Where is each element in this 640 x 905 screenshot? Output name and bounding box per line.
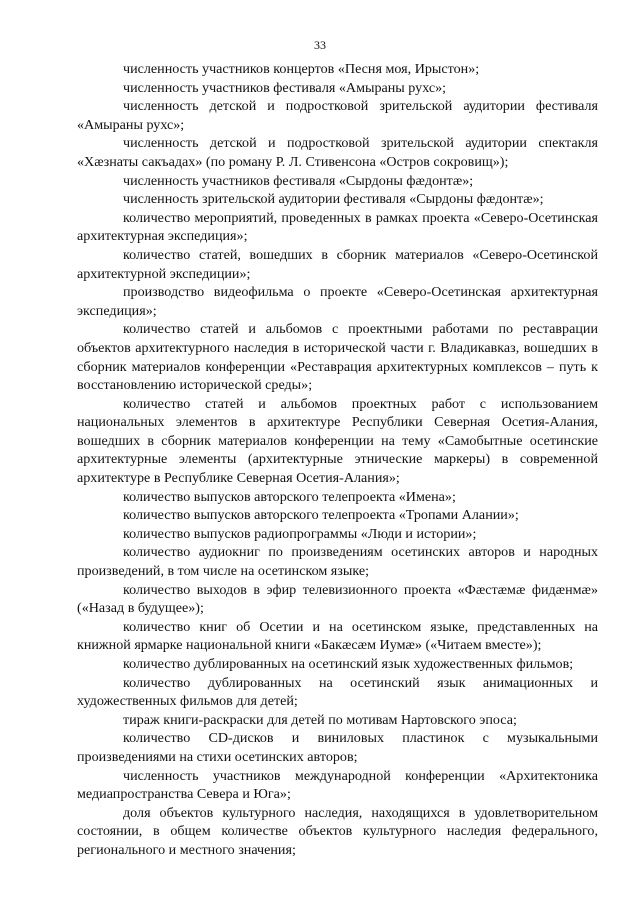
paragraph: количество аудиокниг по произведениям осетинских авторов и народных произведений, в том числе на осетинском языке;: [77, 544, 598, 580]
paragraph: численность детской и подростковой зрительской аудитории фестиваля «Амыраны рухс»;: [77, 98, 598, 133]
paragraph: численность зрительской аудитории фестиваля «Сырдоны фæдонтæ»;: [123, 191, 544, 208]
paragraph: численность участников фестиваля «Амыраны рухс»;: [123, 79, 447, 96]
paragraph: численность участников фестиваля «Сырдоны фæдонтæ»;: [123, 172, 474, 189]
page-number: 33: [314, 38, 326, 52]
paragraph: количество мероприятий, проведенных в рамках проекта «Северо-Осетинская архитектурная экспедиция»;: [77, 209, 598, 245]
paragraph: количество статей и альбомов проектных работ с использованием национальных элементов в архитектуре Республики Северная Осетия-Алания, вошедших в сборник материалов конференции на тему «Самобытные осетинские архитектурные элементы (архитектурные этнические маркеры) в современной архитектуре в Республике Северная Осетия-Алания»;: [77, 395, 598, 487]
paragraph: численность участников международной конференции «Архитектоника медиапространства Севера и Юга»;: [77, 767, 598, 803]
paragraph: тираж книги-раскраски для детей по мотивам Нартовского эпоса;: [123, 711, 517, 728]
paragraph: количество статей и альбомов с проектными работами по реставрации объектов архитектурного наследия в исторической части г. Владикавказ, вошедших в сборник материалов конференции «Реставрация архитектурных комплексов – путь к восстановлению исторической среды»;: [77, 321, 598, 394]
paragraph: количество CD-дисков и виниловых пластинок с музыкальными произведениями на стихи осетинских авторов;: [77, 730, 598, 765]
paragraph: доля объектов культурного наследия, находящихся в удовлетворительном состоянии, в общем количестве объектов культурного наследия федерального, регионального и местного значения;: [77, 804, 598, 858]
paragraph: количество выходов в эфир телевизионного проекта «Фæстæмæ фидæнмæ» («Назад в будущее»);: [77, 581, 598, 617]
paragraph: количество выпусков авторского телепроекта «Имена»;: [123, 488, 456, 505]
paragraph: количество дублированных на осетинский язык художественных фильмов;: [123, 656, 574, 672]
paragraph: производство видеофильма о проекте «Северо-Осетинская архитектурная экспедиция»;: [77, 284, 598, 319]
paragraph: численность участников концертов «Песня моя, Ирыстон»;: [123, 61, 480, 77]
paragraph: численность детской и подростковой зрительской аудитории спектакля «Хæзнаты сакъадах» (по роману Р. Л. Стивенсона «Остров сокровищ»);: [77, 135, 598, 170]
paragraph: количество дублированных на осетинский язык анимационных и художественных фильмов для детей;: [77, 674, 598, 710]
paragraph: количество выпусков радиопрограммы «Люди и истории»;: [123, 525, 477, 542]
paragraph: количество выпусков авторского телепроекта «Тропами Алании»;: [123, 507, 519, 524]
paragraph: количество книг об Осетии и на осетинском языке, представленных на книжной ярмарке национальной книги «Бакæсæм Иумæ» («Читаем вместе»);: [77, 618, 598, 654]
paragraph: количество статей, вошедших в сборник материалов «Северо-Осетинской архитектурной экспедиции»;: [77, 246, 598, 282]
body-text: [77, 60, 598, 860]
